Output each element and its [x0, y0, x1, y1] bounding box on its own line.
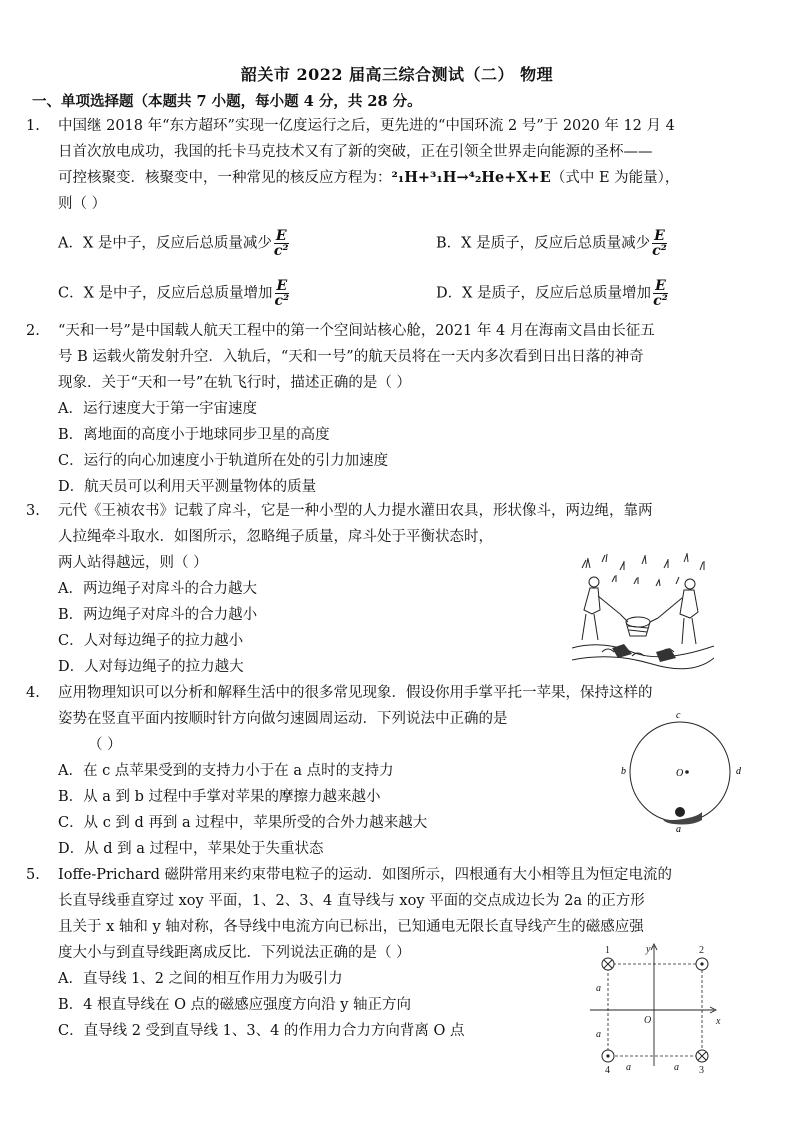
question-text: 两人站得越远，则（ ） — [58, 555, 208, 571]
option-b[interactable] — [436, 229, 667, 258]
wire-3-into-page-icon — [696, 1050, 708, 1062]
hand-apple-icon — [662, 807, 702, 825]
label-y: y — [646, 944, 651, 955]
question-text: 号 B 运载火箭发射升空．入轨后，“天和一号”的航天员将在一天内多次看到日出日落的神奇 — [58, 349, 644, 365]
circular-motion-figure — [618, 708, 748, 834]
fraction-numerator: E — [276, 278, 288, 294]
option-d[interactable]: D．航天员可以利用天平测量物体的质量 — [58, 479, 317, 495]
option-a[interactable]: A．两边绳子对戽斗的合力越大 — [58, 581, 257, 597]
question-text: 人拉绳牵斗取水．如图所示，忽略绳子质量，戽斗处于平衡状态时， — [58, 529, 493, 545]
fraction-denominator: c² — [273, 243, 289, 259]
question-text: 现象．关于“天和一号”在轨飞行时，描述正确的是（ ） — [58, 375, 411, 391]
label-o: O — [644, 1015, 652, 1026]
fraction-denominator: c² — [274, 293, 290, 309]
question-text: 应用物理知识可以分析和解释生活中的很多常见现象．假设你用手掌平托一苹果，保持这样的 — [58, 685, 653, 701]
page-title: 韶关市 2022 届高三综合测试（二） 物理 — [240, 65, 554, 84]
option-row — [40, 223, 755, 269]
option-d[interactable] — [436, 279, 668, 308]
option-a[interactable] — [58, 229, 289, 258]
question-number: 3. — [26, 503, 40, 519]
fraction — [653, 279, 668, 308]
question-1 — [26, 113, 755, 319]
well-bucket-illustration — [572, 548, 714, 670]
question-text: 日首次放电成功，我国的托卡马克技术又有了新的突破，正在引领全世界走向能源的圣杯—— — [58, 144, 653, 160]
wire-4-out-of-page-icon — [602, 1050, 614, 1062]
nuclear-equation: ²₁H+³₁H→⁴₂He+X+E — [391, 169, 551, 186]
section-heading: 一、单项选择题（本题共 7 小题，每小题 4 分，共 28 分。 — [32, 93, 422, 110]
option-text: B．X 是质子，反应后总质量减少 — [436, 235, 651, 252]
fraction-denominator: c² — [653, 293, 668, 309]
label-a: a — [626, 1062, 631, 1073]
option-row — [40, 273, 755, 319]
label-x: x — [716, 1016, 721, 1027]
label-a: a — [676, 824, 681, 834]
question-number: 4. — [26, 685, 40, 701]
option-b[interactable]: B．两边绳子对戽斗的合力越小 — [58, 607, 258, 623]
fraction-numerator: E — [655, 278, 666, 294]
question-text: 长直导线垂直穿过 xoy 平面，1、2、3、4 直导线与 xoy 平面的交点成边长为 2a 的正方形 — [58, 893, 645, 909]
question-2 — [26, 318, 755, 500]
label-o: O — [676, 768, 684, 779]
question-number: 5. — [26, 867, 40, 883]
question-text: （式中 E 为能量）， — [550, 170, 680, 186]
option-d[interactable]: D．从 d 到 a 过程中，苹果处于失重状态 — [58, 841, 324, 857]
wire-square-figure — [588, 940, 728, 1074]
answer-brackets: （ ） — [88, 737, 122, 753]
option-text: C．X 是中子，反应后总质量增加 — [58, 285, 273, 302]
question-text: “天和一号”是中国载人航天工程中的第一个空间站核心舱，2021 年 4 月在海南文昌由长征五 — [58, 323, 655, 339]
option-text: D．X 是质子，反应后总质量增加 — [436, 285, 652, 302]
label-a: a — [596, 983, 601, 994]
option-c[interactable]: C．从 c 到 d 再到 a 过程中，苹果所受的合外力越来越大 — [58, 815, 428, 831]
question-text: Ioffe-Prichard 磁阱常用来约束带电粒子的运动．如图所示，四根通有大小相等且为恒定电流的 — [58, 867, 672, 883]
option-a[interactable]: A．运行速度大于第一宇宙速度 — [58, 401, 257, 417]
question-text: 则（ ） — [58, 196, 107, 212]
question-text: 姿势在竖直平面内按顺时针方向做匀速圆周运动．下列说法中正确的是 — [58, 711, 508, 727]
fraction — [652, 229, 667, 258]
option-b[interactable]: B．离地面的高度小于地球同步卫星的高度 — [58, 427, 330, 443]
question-text: 可控核聚变．核聚变中，一种常见的核反应方程为： — [58, 170, 392, 186]
fraction-numerator: E — [275, 228, 287, 244]
option-text: A．X 是中子，反应后总质量减少 — [58, 235, 272, 252]
option-a[interactable]: A．在 c 点苹果受到的支持力小于在 a 点时的支持力 — [58, 763, 394, 779]
fraction-numerator: E — [654, 228, 665, 244]
question-text: 度大小与到直导线距离成反比．下列说法正确的是（ ） — [58, 945, 411, 961]
option-d[interactable]: D．人对每边绳子的拉力越大 — [58, 659, 244, 675]
fraction-denominator: c² — [652, 243, 667, 259]
question-text: 中国继 2018 年“东方超环”实现一亿度运行之后，更先进的“中国环流 2 号”于 2020 年 12 月 4 — [58, 118, 675, 134]
label-c: c — [676, 710, 681, 721]
wire-2-out-of-page-icon — [696, 958, 708, 970]
label-wire-3: 3 — [699, 1065, 704, 1074]
label-wire-1: 1 — [605, 945, 610, 956]
option-c[interactable]: C．人对每边绳子的拉力越小 — [58, 633, 244, 649]
question-number: 2. — [26, 323, 40, 339]
option-c[interactable] — [58, 279, 289, 308]
label-wire-2: 2 — [699, 945, 704, 956]
option-b[interactable]: B．从 a 到 b 过程中手掌对苹果的摩擦力越来越小 — [58, 789, 381, 805]
option-b[interactable]: B．4 根直导线在 O 点的磁感应强度方向沿 y 轴正方向 — [58, 997, 412, 1013]
label-a: a — [596, 1029, 601, 1040]
fraction — [274, 229, 289, 258]
fraction — [275, 279, 290, 308]
option-a[interactable]: A．直导线 1、2 之间的相互作用力为吸引力 — [58, 971, 343, 987]
option-c[interactable]: C．运行的向心加速度小于轨道所在处的引力加速度 — [58, 453, 389, 469]
label-b: b — [621, 766, 626, 777]
question-text: 且关于 x 轴和 y 轴对称，各导线中电流方向已标出，已知通电无限长直导线产生的磁感应强 — [58, 919, 644, 935]
question-number: 1. — [26, 118, 40, 134]
question-text: 元代《王祯农书》记载了戽斗，它是一种小型的人力提水灌田农具，形状像斗，两边绳，靠两 — [58, 503, 653, 519]
label-a: a — [674, 1062, 679, 1073]
label-d: d — [736, 766, 741, 777]
wire-1-into-page-icon — [602, 958, 614, 970]
option-c[interactable]: C．直导线 2 受到直导线 1、3、4 的作用力合力方向背离 O 点 — [58, 1023, 465, 1039]
label-wire-4: 4 — [605, 1065, 610, 1074]
center-dot — [685, 770, 689, 774]
question-text-with-equation — [40, 165, 755, 191]
